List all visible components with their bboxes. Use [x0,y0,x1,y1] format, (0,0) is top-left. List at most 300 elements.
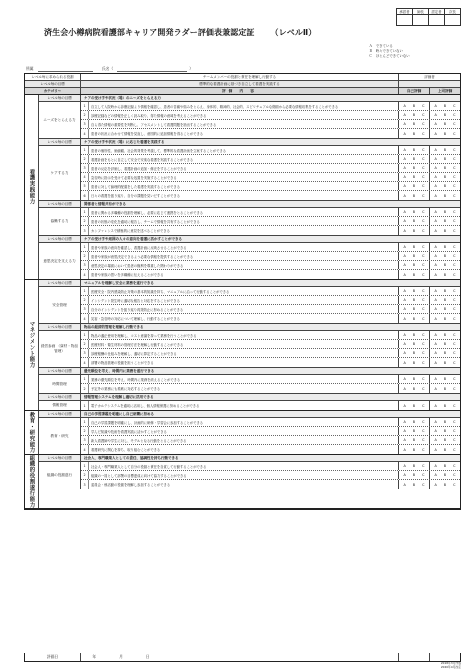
grade-option-c[interactable]: C [453,438,456,442]
grade-option-a[interactable]: A [403,272,406,277]
grade-option-b[interactable]: B [412,420,416,424]
grade-option-a[interactable]: A [403,342,406,346]
grade-option-c[interactable]: C [453,157,456,161]
grade-option-a[interactable]: A [434,473,437,477]
grade-option-b[interactable]: B [443,307,447,311]
grade-option-c[interactable]: C [453,104,456,108]
grade-option-b[interactable]: B [443,360,447,365]
grade-option-b[interactable]: B [443,464,447,468]
self-evaluation-cell [398,226,429,235]
grade-option-a[interactable]: A [434,429,437,433]
grade-option-b[interactable]: B [412,193,416,198]
item-number: 3 [81,226,89,235]
grade-option-c[interactable]: C [453,148,456,152]
grade-option-b[interactable]: B [412,342,416,346]
grade-option-a[interactable]: A [434,228,437,233]
goal-text: 関係者と情報共有ができる [84,201,126,206]
grade-option-a[interactable]: A [403,289,406,293]
boss-evaluation-cell [429,384,460,393]
grade-option-a[interactable]: A [434,245,437,249]
grade-option-b[interactable]: B [412,429,416,433]
item-number: 2 [81,252,89,260]
grade-option-b[interactable]: B [443,298,447,302]
grade-option-c[interactable]: C [453,351,456,355]
self-evaluation-cell [398,314,429,323]
item-text: 社会人・専門職業人として自分の役割と責任を自覚して行動することができる [91,464,207,469]
grade-option-c[interactable]: C [453,482,456,487]
criteria-item [81,471,460,480]
grade-option-c[interactable]: C [422,360,425,365]
grade-option-a[interactable]: A [403,307,406,311]
grade-option-a[interactable]: A [403,429,406,433]
grade-option-b[interactable]: B [443,175,447,179]
grade-option-c[interactable]: C [453,429,456,433]
grade-option-a[interactable]: A [434,210,437,214]
grade-option-b[interactable]: B [412,131,416,136]
grade-option-c[interactable]: C [453,464,456,468]
grade-option-b[interactable]: B [412,210,416,214]
grade-option-a[interactable]: A [403,175,406,179]
goal-row [39,236,460,243]
item-text: 組織の一員として部署の目標達成に向けて協力することができる [91,473,187,478]
grade-option-a[interactable]: A [434,148,437,152]
grade-option-a[interactable]: A [403,131,406,136]
item-number: 4 [81,173,89,181]
item-text: 部署の物品管理の役割を担うことができる [91,361,154,365]
grade-option-c[interactable]: C [422,429,425,433]
criteria-item [81,270,460,279]
grade-option-c[interactable]: C [422,104,425,108]
col-category: カテゴリー [25,88,81,94]
evaluation-sheet [24,73,461,510]
grade-option-c[interactable]: C [422,333,425,337]
grade-option-c[interactable]: C [453,360,456,365]
grade-option-a[interactable]: A [434,113,437,117]
grade-option-a[interactable]: A [403,210,406,214]
grade-option-a[interactable]: A [403,254,406,258]
grade-option-c[interactable]: C [453,342,456,346]
grade-option-b[interactable]: B [412,263,416,267]
item-number: 2 [81,340,89,348]
grade-option-b[interactable]: B [443,219,447,223]
name-label: 氏名（ [101,66,114,71]
item-text: 看護研究に関心を持ち、取り組むことができる [91,448,161,452]
grade-option-c[interactable]: C [422,298,425,302]
grade-option-a[interactable]: A [403,464,406,468]
criteria-item [81,208,460,217]
grade-option-c[interactable]: C [422,254,425,258]
grade-option-a[interactable]: A [403,104,406,108]
grade-option-c[interactable]: C [422,113,425,117]
grade-option-b[interactable]: B [443,263,447,267]
grade-option-a[interactable]: A [434,157,437,161]
grade-option-a[interactable]: A [403,122,406,126]
criteria-item [81,445,460,454]
grade-option-b[interactable]: B [443,438,447,442]
grade-option-c[interactable]: C [422,473,425,477]
item-text: 新人看護師や学生に対し、モデルとなる行動をとることができる [91,438,187,443]
grade-option-c[interactable]: C [453,333,456,337]
grade-option-b[interactable]: B [443,210,447,214]
grade-option-b[interactable]: B [443,316,447,321]
grade-option-c[interactable]: C [422,184,425,188]
grade-option-c[interactable]: C [453,473,456,477]
grade-option-a[interactable]: A [434,307,437,311]
grade-option-a[interactable]: A [434,386,437,391]
grade-option-b[interactable]: B [443,157,447,161]
self-total-cell[interactable] [398,653,429,661]
self-evaluation-cell [398,120,429,128]
grade-option-b[interactable]: B [443,245,447,249]
grade-option-b[interactable]: B [412,113,416,117]
criteria-item [81,287,460,296]
boss-total-cell[interactable] [429,653,460,661]
grade-option-a[interactable]: A [434,272,437,277]
grade-option-a[interactable]: A [434,316,437,321]
grade-option-b[interactable]: B [443,342,447,346]
boss-evaluation-cell [429,349,460,357]
grade-option-b[interactable]: B [412,316,416,321]
goal-text: ケアの受け手や状況（場）のニーズをとらえる力 [84,95,161,100]
grade-option-b[interactable]: B [443,386,447,391]
goal-text: 社会人、専門職業人としての責任、協調性を持ち行動できる [84,455,179,460]
criteria-item [81,102,460,111]
grade-option-a[interactable]: A [403,113,406,117]
grade-option-a[interactable]: A [403,482,406,487]
section-label: マネジメント能力 [25,280,39,410]
grade-option-a[interactable]: A [434,104,437,108]
grade-option-c[interactable]: C [453,298,456,302]
grade-option-a[interactable]: A [434,351,437,355]
grade-option-a[interactable]: A [403,245,406,249]
grade-option-c[interactable]: C [422,122,425,126]
grade-option-a[interactable]: A [403,298,406,302]
grade-option-b[interactable]: B [412,464,416,468]
name-close: ） [189,66,193,71]
grade-option-b[interactable]: B [443,482,447,487]
legend-b: Ｂ 時々できていない [369,49,403,54]
grade-option-a[interactable]: A [434,289,437,293]
grade-option-c[interactable]: C [422,245,425,249]
grade-option-b[interactable]: B [443,403,447,408]
grade-option-b[interactable]: B [412,157,416,161]
self-evaluation-cell [398,436,429,444]
grade-option-b[interactable]: B [412,438,416,442]
item-number: 2 [81,296,89,304]
grade-option-a[interactable]: A [403,228,406,233]
self-evaluation-cell [398,208,429,216]
grade-option-b[interactable]: B [443,333,447,337]
grade-option-a[interactable]: A [434,166,437,170]
grade-option-a[interactable]: A [434,193,437,198]
grade-option-b[interactable]: B [443,429,447,433]
grade-option-a[interactable]: A [434,219,437,223]
self-evaluation-cell [398,480,429,489]
grade-option-b[interactable]: B [412,307,416,311]
grade-option-b[interactable]: B [443,131,447,136]
item-text: 患者や家族が意思決定できるよう必要な情報を提供することができる [91,254,194,259]
grade-option-a[interactable]: A [434,131,437,136]
goal-text: 自己の学習課題を明確にし自己研鑽に努める [84,411,154,416]
grade-option-a[interactable]: A [434,377,437,381]
grade-option-c[interactable]: C [453,131,456,136]
grade-option-c[interactable]: C [453,272,456,277]
grade-option-c[interactable]: C [453,166,456,170]
grade-option-c[interactable]: C [422,193,425,198]
boss-evaluation-cell [429,375,460,383]
grade-option-b[interactable]: B [412,254,416,258]
grade-option-c[interactable]: C [422,403,425,408]
grade-option-b[interactable]: B [443,148,447,152]
grade-option-a[interactable]: A [403,386,406,391]
grade-option-b[interactable]: B [412,228,416,233]
grade-option-a[interactable]: A [403,193,406,198]
grade-option-a[interactable]: A [434,464,437,468]
grade-option-a[interactable]: A [434,420,437,424]
grade-option-b[interactable]: B [412,360,416,365]
grade-option-a[interactable]: A [434,254,437,258]
grade-option-a[interactable]: A [434,403,437,408]
grade-option-c[interactable]: C [453,307,456,311]
approval-header: 師長 [413,9,429,15]
item-number: 2 [81,384,89,393]
grade-option-c[interactable]: C [453,403,456,408]
boss-evaluation-cell [429,243,460,251]
grade-option-c[interactable]: C [453,263,456,267]
grade-option-c[interactable]: C [453,289,456,293]
goal-header-value: 標準的な看護計画に基づき自立して看護を実践する [199,81,280,86]
grade-option-a[interactable]: A [403,420,406,424]
boss-evaluation-cell [429,358,460,367]
self-evaluation-cell [398,340,429,348]
criteria-group [39,208,460,236]
grade-option-b[interactable]: B [443,447,447,452]
grade-option-c[interactable]: C [422,464,425,468]
grade-option-a[interactable]: A [403,403,406,408]
grade-option-c[interactable]: C [453,420,456,424]
item-text: 医療安全・院内感染防止対策の基本的知識を持ち、マニュアルに沿って行動することができる [91,289,230,294]
grade-option-a[interactable]: A [434,360,437,365]
goal-header-row [25,81,460,88]
grade-option-c[interactable]: C [422,228,425,233]
grade-option-b[interactable]: B [412,447,416,452]
eval-date-field[interactable] [81,654,161,660]
grade-option-b[interactable]: B [412,298,416,302]
boss-evaluation-cell [429,191,460,200]
grade-option-a[interactable]: A [403,148,406,152]
grade-option-c[interactable]: C [422,307,425,311]
grade-option-b[interactable]: B [412,175,416,179]
grade-option-c[interactable]: C [453,377,456,381]
grade-option-b[interactable]: B [412,166,416,170]
self-evaluation-cell [398,296,429,304]
grade-option-c[interactable]: C [453,122,456,126]
grade-option-c[interactable]: C [422,420,425,424]
grade-option-b[interactable]: B [443,228,447,233]
grade-option-a[interactable]: A [434,298,437,302]
item-text: インシデント発生時に適切な報告と対応をすることができる [91,298,180,303]
grade-option-b[interactable]: B [412,245,416,249]
item-number: 1 [81,102,89,110]
goal-label: レベル毎の目標 [39,95,81,101]
grade-option-b[interactable]: B [412,333,416,337]
boss-evaluation-cell [429,296,460,304]
grade-option-a[interactable]: A [403,219,406,223]
grade-option-c[interactable]: C [422,263,425,267]
item-number: 1 [81,208,89,216]
grade-option-a[interactable]: A [403,157,406,161]
grade-option-b[interactable]: B [412,289,416,293]
grade-option-b[interactable]: B [412,351,416,355]
grade-option-c[interactable]: C [453,386,456,391]
grade-option-a[interactable]: A [434,263,437,267]
grade-option-c[interactable]: C [453,254,456,258]
self-evaluation-cell [398,305,429,313]
name-field[interactable] [117,67,187,72]
grade-option-a[interactable]: A [434,333,437,337]
grade-option-c[interactable]: C [453,219,456,223]
grade-option-c[interactable]: C [453,193,456,198]
boss-evaluation-cell [429,427,460,435]
grade-option-c[interactable]: C [422,210,425,214]
grade-option-b[interactable]: B [443,351,447,355]
self-evaluation-cell [398,111,429,119]
grade-option-b[interactable]: B [412,104,416,108]
grade-option-c[interactable]: C [422,342,425,346]
boss-evaluation-cell [429,471,460,479]
item-number: 3 [81,349,89,357]
grade-option-b[interactable]: B [412,482,416,487]
grade-option-b[interactable]: B [443,193,447,198]
month-label: 月 [119,654,123,659]
grade-option-c[interactable]: C [453,316,456,321]
group-label: ケアする力 [39,146,81,200]
grade-option-a[interactable]: A [403,447,406,452]
grade-option-b[interactable]: B [443,184,447,188]
grade-option-a[interactable]: A [403,166,406,170]
grade-option-b[interactable]: B [443,254,447,258]
stamp-cell [429,15,445,26]
grade-option-a[interactable]: A [403,333,406,337]
grade-option-b[interactable]: B [412,272,416,277]
grade-option-c[interactable]: C [422,166,425,170]
grade-option-c[interactable]: C [422,289,425,293]
grade-option-c[interactable]: C [422,377,425,381]
grade-option-a[interactable]: A [434,447,437,452]
grade-option-a[interactable]: A [434,342,437,346]
self-evaluation-cell [398,191,429,200]
grade-option-a[interactable]: A [403,473,406,477]
grade-option-a[interactable]: A [403,438,406,442]
goal-row [39,411,460,418]
grade-option-c[interactable]: C [422,316,425,321]
item-number: 1 [81,287,89,295]
grade-option-a[interactable]: A [434,184,437,188]
grade-option-c[interactable]: C [422,351,425,355]
grade-option-b[interactable]: B [412,386,416,391]
grade-option-b[interactable]: B [443,420,447,424]
self-evaluation-cell [398,243,429,251]
approval-header: 認定者 [429,9,445,15]
grade-option-a[interactable]: A [403,316,406,321]
grade-option-c[interactable]: C [453,447,456,452]
criteria-item [81,314,460,323]
grade-option-b[interactable]: B [443,377,447,381]
item-text: カンファレンスで積極的に意見を述べることができる [91,229,170,233]
grade-option-a[interactable]: A [403,263,406,267]
dept-field[interactable] [38,67,93,72]
criteria-item [81,375,460,384]
grade-option-a[interactable]: A [434,438,437,442]
boss-evaluation-cell [429,314,460,323]
criteria-group [39,287,460,324]
grade-option-c[interactable]: C [422,131,425,136]
criteria-group [39,401,460,410]
grade-option-b[interactable]: B [443,473,447,477]
grade-option-b[interactable]: B [443,166,447,170]
grade-option-c[interactable]: C [422,219,425,223]
criteria-item [81,252,460,261]
goal-row [39,368,460,375]
grade-option-a[interactable]: A [403,377,406,381]
grade-option-c[interactable]: C [453,113,456,117]
section-label: 組織的役割遂行能力 [25,455,39,508]
grade-option-a[interactable]: A [434,482,437,487]
item-text: 患者や家族の意向を確認し、看護計画に反映させることができる [91,245,187,250]
revision-notes [441,662,461,669]
grade-option-a[interactable]: A [434,122,437,126]
grade-option-b[interactable]: B [412,473,416,477]
grade-option-c[interactable]: C [422,386,425,391]
grade-option-b[interactable]: B [412,148,416,152]
grade-option-c[interactable]: C [453,228,456,233]
grade-option-b[interactable]: B [412,122,416,126]
grade-option-a[interactable]: A [403,351,406,355]
grade-option-a[interactable]: A [403,184,406,188]
grade-option-b[interactable]: B [412,403,416,408]
eval-date-label: 評価日 [25,653,81,661]
criteria-item [81,120,460,129]
grade-option-c[interactable]: C [453,210,456,214]
grade-option-b[interactable]: B [443,104,447,108]
grade-option-b[interactable]: B [412,377,416,381]
grade-option-b[interactable]: B [412,184,416,188]
grade-option-b[interactable]: B [412,219,416,223]
grade-option-b[interactable]: B [443,272,447,277]
grade-option-c[interactable]: C [422,175,425,179]
grade-option-c[interactable]: C [453,184,456,188]
grade-option-b[interactable]: B [443,113,447,117]
self-evaluation-cell [398,331,429,339]
boss-evaluation-cell [429,120,460,128]
grade-option-c[interactable]: C [422,157,425,161]
grade-option-c[interactable]: C [453,175,456,179]
grade-option-c[interactable]: C [422,438,425,442]
criteria-item [81,480,460,489]
grade-option-c[interactable]: C [422,148,425,152]
item-number: 3 [81,261,89,269]
meta-fields [26,66,193,72]
grade-option-a[interactable]: A [403,360,406,365]
grade-option-b[interactable]: B [443,289,447,293]
grade-option-c[interactable]: C [453,245,456,249]
grade-option-a[interactable]: A [434,175,437,179]
grade-option-b[interactable]: B [443,122,447,126]
grade-option-c[interactable]: C [422,447,425,452]
self-evaluation-cell [398,261,429,269]
grade-option-c[interactable]: C [422,272,425,277]
grade-option-c[interactable]: C [422,482,425,487]
